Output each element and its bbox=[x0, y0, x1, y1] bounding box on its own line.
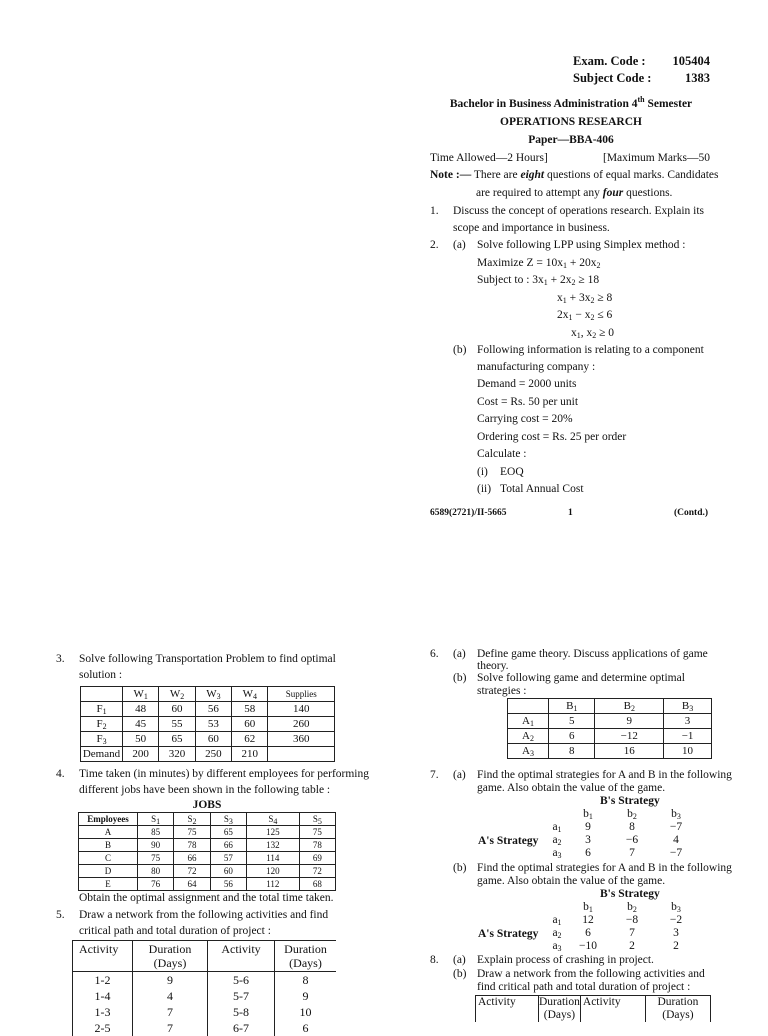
calculate-line: Calculate : bbox=[477, 448, 527, 460]
footer-code: 6589(2721)/II-5665 bbox=[430, 508, 507, 518]
q7a-text: Find the optimal strategies for A and B in the following bbox=[477, 769, 732, 781]
col-employees: Employees bbox=[79, 813, 138, 826]
q1-number: 1. bbox=[430, 205, 439, 217]
q8a-label: (a) bbox=[453, 954, 466, 966]
col-s5: $S_5$ bbox=[299, 813, 335, 826]
network-activities-table bbox=[72, 940, 336, 1036]
q3-text: Solve following Transportation Problem to find optimal bbox=[79, 653, 336, 665]
q4-text-cont: different jobs have been shown in the following table : bbox=[79, 784, 331, 796]
table-row: $a_3$ −10 2 2 bbox=[552, 940, 679, 953]
table-row: 1-2 9 5-6 8 bbox=[73, 972, 337, 989]
note: Note :— There are eight questions of equal marks. Candidates bbox=[430, 169, 719, 181]
corner-cell bbox=[81, 687, 123, 702]
subject-title: OPERATIONS RESEARCH bbox=[500, 116, 642, 128]
b-strategy-label-2: B's Strategy bbox=[600, 888, 660, 900]
q2b-label: (b) bbox=[453, 344, 467, 356]
ordering-line: Ordering cost = Rs. 25 per order bbox=[477, 431, 627, 443]
exam-code-label: Exam. Code : bbox=[573, 54, 646, 68]
table-row: $F_1$ 48 60 56 58 140 bbox=[81, 702, 335, 717]
transportation-table bbox=[80, 686, 335, 762]
col-b1: $B_1$ bbox=[549, 699, 595, 714]
col-activity-1: Activity bbox=[73, 941, 133, 972]
table-row: $A_1$ 5 9 3 bbox=[508, 714, 712, 729]
table-row: $F_2$ 45 55 53 60 260 bbox=[81, 717, 335, 732]
col-activity-2: Activity bbox=[580, 996, 645, 1023]
col-w2: $W_2$ bbox=[159, 687, 195, 702]
q4-instruction: Obtain the optimal assignment and the total time taken. bbox=[79, 892, 334, 904]
q6a-text-cont: theory. bbox=[477, 660, 509, 672]
demand-line: Demand = 2000 units bbox=[477, 378, 577, 390]
q3-text-cont: solution : bbox=[79, 669, 123, 681]
constraint-1: Subject to : $3x_1 + 2x_2 \ge 18$ bbox=[477, 274, 600, 287]
item-i-label: (i) bbox=[477, 466, 488, 478]
cost-line: Cost = Rs. 50 per unit bbox=[477, 396, 579, 408]
col-duration-1: Duration (Days) bbox=[539, 996, 580, 1021]
col-s1: $S_1$ bbox=[138, 813, 174, 826]
q8-number: 8. bbox=[430, 954, 439, 966]
q2b-text-cont: manufacturing company : bbox=[477, 361, 596, 373]
a-strategy-label-2: A's Strategy bbox=[478, 928, 539, 940]
q1-text: Discuss the concept of operations research. Explain its bbox=[453, 205, 705, 217]
carrying-line: Carrying cost = 20% bbox=[477, 413, 573, 425]
table-row: 1-4 4 5-7 9 bbox=[73, 988, 337, 1004]
q2-number: 2. bbox=[430, 239, 439, 251]
q8a-text: Explain process of crashing in project. bbox=[477, 954, 654, 966]
jobs-heading: JOBS bbox=[192, 799, 222, 811]
constraint-3: $2x_1 - x_2 \le 6$ bbox=[557, 309, 613, 322]
q6-number: 6. bbox=[430, 648, 439, 660]
q2a-label: (a) bbox=[453, 239, 466, 251]
col-supplies: Supplies bbox=[268, 687, 335, 702]
table-row: 1-3 7 5-8 10 bbox=[73, 1004, 337, 1020]
q5-text-cont: critical path and total duration of project : bbox=[79, 925, 271, 937]
payoff-matrix-b: $b_1$ $b_2$ $b_3$ $a_1$ 12 −8 −2 $a_2$ 6 7 3 $a_3$ −10 2 2 bbox=[548, 901, 698, 953]
q2a-text: Solve following LPP using Simplex method : bbox=[477, 239, 686, 251]
q6b-text: Solve following game and determine optimal bbox=[477, 672, 685, 684]
crashing-table bbox=[475, 995, 711, 1022]
game-table bbox=[507, 698, 712, 759]
q6a-label: (a) bbox=[453, 648, 466, 660]
table-row: $F_3$ 50 65 60 62 360 bbox=[81, 732, 335, 747]
col-activity-2: Activity bbox=[208, 941, 275, 972]
table-row: $A_2$ 6 −12 −1 bbox=[508, 729, 712, 744]
col-s2: $S_2$ bbox=[174, 813, 210, 826]
col-activity-1: Activity bbox=[478, 996, 516, 1008]
footer-contd: (Contd.) bbox=[674, 508, 709, 518]
col-duration-1: Duration (Days) bbox=[133, 941, 208, 972]
q3-number: 3. bbox=[56, 653, 65, 665]
q6b-label: (b) bbox=[453, 672, 467, 684]
col-b3: $B_3$ bbox=[664, 699, 712, 714]
col-w4: $W_4$ bbox=[232, 687, 268, 702]
col-w3: $W_3$ bbox=[195, 687, 231, 702]
q7b-text-cont: game. Also obtain the value of the game. bbox=[477, 875, 666, 887]
item-ii-label: (ii) bbox=[477, 483, 492, 495]
time-allowed: Time Allowed—2 Hours] bbox=[430, 152, 548, 164]
course-title: Bachelor in Business Administration 4th Semester bbox=[449, 95, 693, 110]
col-b2: $B_2$ bbox=[595, 699, 664, 714]
q2b-text: Following information is relating to a component bbox=[477, 344, 704, 356]
payoff-matrix-a: $b_1$ $b_2$ $b_3$ $a_1$ 9 8 −7 $a_2$ 3 −6 4 $a_3$ 6 7 −7 bbox=[548, 808, 698, 860]
a-strategy-label: A's Strategy bbox=[478, 835, 539, 847]
table-row: 2-5 7 6-7 6 bbox=[73, 1020, 337, 1036]
q7b-label: (b) bbox=[453, 862, 467, 874]
col-w1: $W_1$ bbox=[123, 687, 159, 702]
objective-function: Maximize $Z = 10x_1 + 20x_2$ bbox=[477, 257, 601, 270]
table-row: $a_2$ 3 −6 4 bbox=[552, 834, 679, 847]
exam-code: 105404 bbox=[672, 54, 710, 68]
table-row: $a_3$ 6 7 −7 bbox=[552, 847, 683, 860]
q5-number: 5. bbox=[56, 909, 65, 921]
q7a-label: (a) bbox=[453, 769, 466, 781]
q7a-text-cont: game. Also obtain the value of the game. bbox=[477, 782, 666, 794]
paper-title: Paper—BBA-406 bbox=[528, 134, 614, 146]
q8b-text: Draw a network from the following activities and bbox=[477, 968, 705, 980]
subject-code: 1383 bbox=[685, 71, 710, 85]
item-i-text: EOQ bbox=[500, 466, 524, 478]
col-duration-2: Duration (Days) bbox=[645, 996, 710, 1023]
corner-cell bbox=[508, 699, 549, 714]
max-marks: [Maximum Marks—50 bbox=[602, 152, 710, 164]
table-row: $a_1$ 12 −8 −2 bbox=[552, 914, 683, 927]
table-row: Demand 200 320 250 210 bbox=[81, 747, 335, 762]
col-s4: $S_4$ bbox=[247, 813, 300, 826]
item-ii-text: Total Annual Cost bbox=[500, 483, 584, 495]
table-row: D 80 72 60 120 72 bbox=[79, 865, 336, 878]
table-row: $a_1$ 9 8 −7 bbox=[552, 821, 683, 834]
b-strategy-label: B's Strategy bbox=[600, 795, 660, 807]
q7-number: 7. bbox=[430, 769, 439, 781]
table-row: A 85 75 65 125 75 bbox=[79, 826, 336, 839]
q4-text: Time taken (in minutes) by different employees for performing bbox=[79, 768, 369, 780]
q1-text-cont: scope and importance in business. bbox=[453, 222, 610, 234]
assignment-table bbox=[78, 812, 336, 891]
table-row: E 76 64 56 112 68 bbox=[79, 878, 336, 891]
q6a-text: Define game theory. Discuss applications of game bbox=[477, 648, 708, 660]
q7b-text: Find the optimal strategies for A and B in the following bbox=[477, 862, 732, 874]
q8b-text-cont: find critical path and total duration of project : bbox=[477, 981, 691, 993]
constraint-2: $x_1 + 3x_2 \ge 8$ bbox=[557, 292, 613, 305]
table-row: $A_3$ 8 16 10 bbox=[508, 744, 712, 759]
q4-number: 4. bbox=[56, 768, 65, 780]
table-row: $a_2$ 6 7 3 bbox=[552, 927, 679, 940]
q8b-label: (b) bbox=[453, 968, 467, 980]
note-cont: are required to attempt any four questions. bbox=[476, 187, 673, 199]
subject-code-label: Subject Code : bbox=[573, 71, 652, 85]
table-row: B 90 78 66 132 78 bbox=[79, 839, 336, 852]
footer-page: 1 bbox=[568, 508, 573, 518]
col-s3: $S_3$ bbox=[210, 813, 246, 826]
col-duration-2: Duration (Days) bbox=[275, 941, 337, 972]
non-negativity: $x_1$, $x_2 \ge 0$ bbox=[571, 327, 615, 340]
q5-text: Draw a network from the following activities and find bbox=[79, 909, 329, 921]
table-row: C 75 66 57 114 69 bbox=[79, 852, 336, 865]
q6b-text-cont: strategies : bbox=[477, 685, 527, 697]
